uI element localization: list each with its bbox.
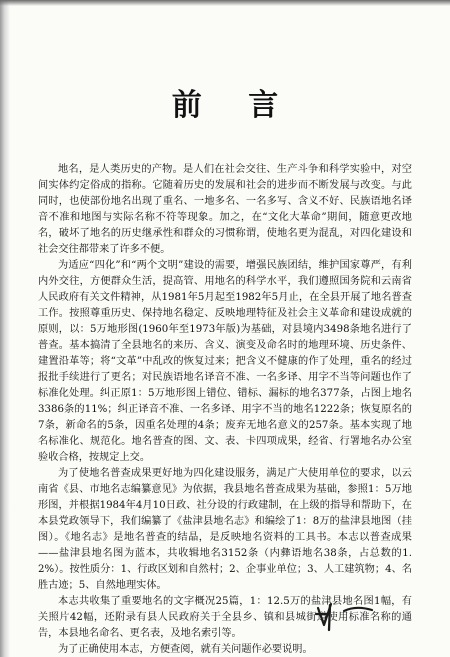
paragraph-1: 地名，是人类历史的产物。是人们在社会交往、生产斗争和科学实验中，对空间实体约定俗成的指称。它随着历史的发展和社会的进步而不断发展与改变。与此同时，也使部份地名出现了重名、一地多名、一名多写、含义不好、民族语地名译音不准和地图与实际名称不符等现象。加之，在“文化大革命”期间，随意更改地名，破坏了地名的历史继承性和群众的习惯称谓，使地名更为混乱，对四化建设和社会交往都带来了许多不便。 bbox=[38, 164, 412, 255]
document-body bbox=[38, 162, 412, 657]
paragraph-2: 为适应“四化”和“两个文明”建设的需要，增强民族团结，维护国家尊严，有利内外交往，方便群众生活，提高管、用地名的科学水平，我们遵照国务院和云南省人民政府有关文件精神，从1981年5月起至1982年5月止，在全县开展了地名普查工作。按照尊重历史、保持地名稳定、反映地理特征及社会主义革命和建设成就的原则，以：5万地形图(1960年至1973年版)为基础，对县境内3498条地名进行了普查。基本搞清了全县地名的来历、含义、演变及命名时的地理环境、历史条件、建置沿革等；将“文革”中乱改的恢复过来；把含义不健康的作了处理，重名的经过报批手续进行了更名；对民族语地名译音不准、一名多译、用字不当等问题也作了标准化处理。纠正原1：5万地形图上错位、错标、漏标的地名377条，占图上地名3386条的11%；纠正译音不准、一名多译、用字不当的地名1222条；恢复原名的7条，新命名的5条，因重名处理的4条；废弃无地名意义的257条。基本实现了地名标准化、规范化。地名普查的图、文、表、卡四项成果，经省、行署地名办公室验收合格，按规定上交。 bbox=[38, 260, 412, 463]
page-top-shadow bbox=[0, 0, 450, 6]
paragraph-3: 为了使地名普查成果更好地为四化建设服务，满足广大使用单位的要求，以云南省《县、市地名志编纂意见》为依据，我县地名普查成果为基础，参照1：5万地形图，并根据1984年4月10日政、社分设的行政建制，在上级的指导和帮助下，在本县党政领导下，我们编纂了《盐津县地名志》和编绘了1：8万的盐津县地图（挂图）。《地名志》是地名普查的结晶，是反映地名资料的工具书。本志以普查成果——盐津县地名图为蓝本，共收辑地名3152条（内彝语地名38条，占总数的1.2%）。按性质分：1、行政区划和自然村；2、企事业单位；3、人工建筑物；4、名胜古迹；5、自然地理实体。 bbox=[38, 468, 412, 591]
handwritten-signature bbox=[314, 598, 374, 632]
paragraph-4: 本志共收集了重要地名的文字概况25篇，1：12.5万的盐津县地名图1幅，有关照片42幅，还附录有县人民政府关于全县乡、镇和县城街道使用标准名称的通告，本县地名命名、更名表，及地名索引等。 bbox=[38, 596, 412, 639]
paragraph-5: 为了正确使用本志，方便查阅，就有关问题作必要说明。 bbox=[58, 644, 313, 655]
page-title: 前 言 bbox=[171, 88, 297, 123]
